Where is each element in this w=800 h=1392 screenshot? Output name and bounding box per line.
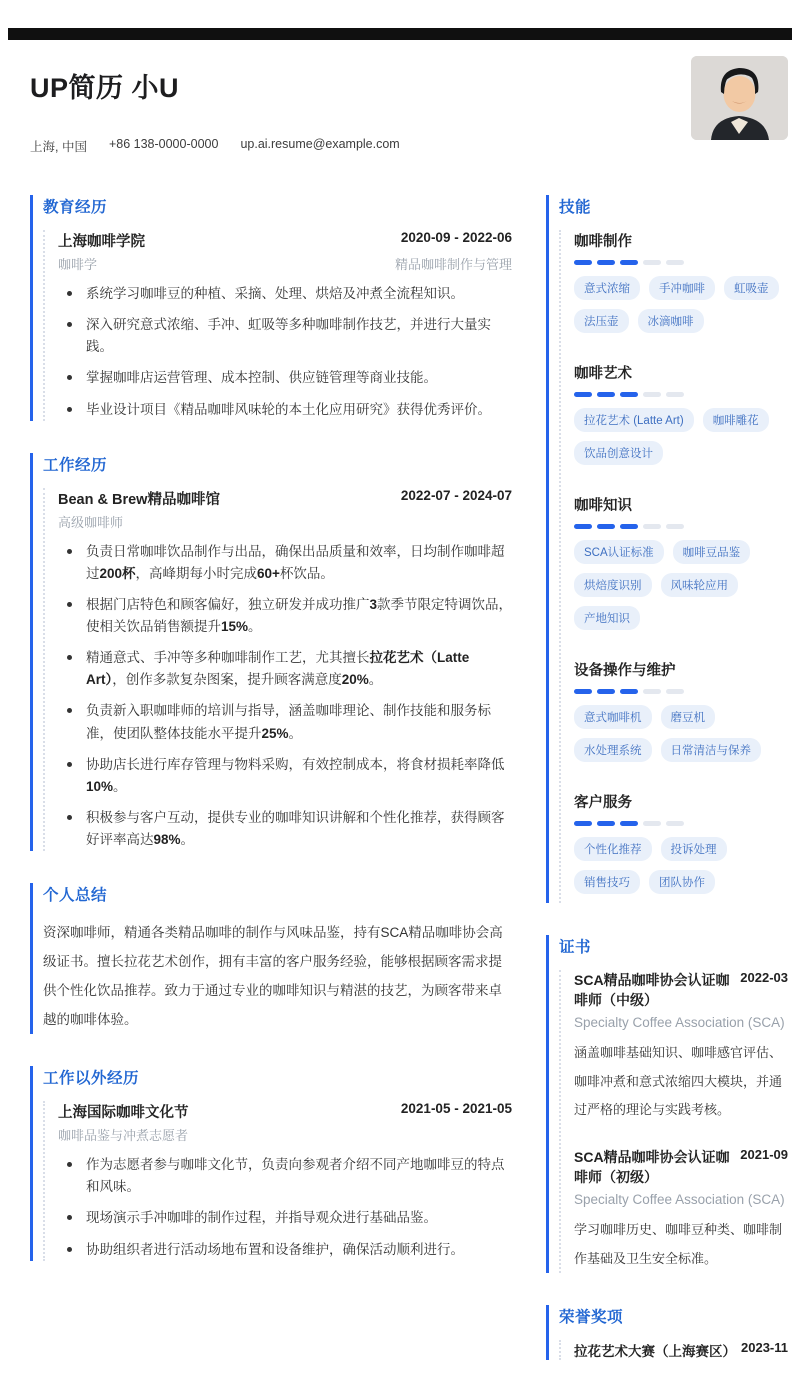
certificate-item (574, 1147, 788, 1273)
skill-tag: 意式浓缩 (574, 276, 640, 300)
summary-text: 资深咖啡师，精通各类精品咖啡的制作与风味品鉴，持有SCA精品咖啡协会高级证书。擅长拉花艺术创作，拥有丰富的客户服务经验，能够根据顾客需求提供个性化饮品推荐。致力于通过专业的咖啡知识与精湛的技艺，为顾客带来卓越的咖啡体验。 (43, 925, 503, 1028)
certificate-description: 学习咖啡历史、咖啡豆种类、咖啡制作基础及卫生安全标准。 (574, 1222, 783, 1266)
work-role: 高级咖啡师 (58, 514, 124, 530)
left-column (30, 195, 512, 1293)
rating-segment-empty (643, 392, 661, 397)
bullet-text: 精通意式、手冲等多种咖啡制作工艺，尤其擅长拉花艺术（Latte Art），创作多款复杂图案，提升顾客满意度20%。 (86, 650, 470, 688)
skill-group-name: 设备操作与维护 (574, 663, 676, 679)
section-summary (30, 883, 512, 1034)
rating-segment-filled (597, 689, 615, 694)
skill-rating (574, 524, 788, 529)
bullet-text: 协助店长进行库存管理与物料采购，有效控制成本，将食材损耗率降低10%。 (86, 756, 505, 794)
rating-segment-filled (620, 392, 638, 397)
bullet-text: 协助组织者进行活动场地布置和设备维护，确保活动顺利进行。 (86, 1241, 464, 1257)
bullet-dot (67, 762, 72, 767)
honor-item (574, 1340, 788, 1360)
bullet-dot (67, 1215, 72, 1220)
rating-segment-filled (574, 689, 592, 694)
rating-segment-filled (620, 821, 638, 826)
skill-tag: 拉花艺术 (Latte Art) (574, 408, 694, 432)
contact-email: up.ai.resume@example.com (240, 137, 400, 151)
skill-tag: 个性化推荐 (574, 837, 652, 861)
rating-segment-filled (574, 392, 592, 397)
bullet-text: 掌握咖啡店运营管理、成本控制、供应链管理等商业技能。 (86, 370, 437, 386)
certificate-description: 涵盖咖啡基础知识、咖啡感官评估、咖啡冲煮和意式浓缩四大模块，并通过严格的理论与实践考核。 (574, 1045, 783, 1118)
rating-segment-empty (666, 524, 684, 529)
certificate-org: Specialty Coffee Association (SCA) (574, 1191, 785, 1207)
section-extra-experience (30, 1066, 512, 1261)
bullet-dot (67, 815, 72, 820)
skill-tag: 团队协作 (649, 870, 715, 894)
extra-role: 咖啡品鉴与冲煮志愿者 (58, 1128, 189, 1144)
skill-group-customer-service (574, 791, 788, 903)
rating-segment-filled (597, 821, 615, 826)
work-bullets (58, 541, 512, 852)
bullet-text: 负责日常咖啡饮品制作与出品，确保出品质量和效率，日均制作咖啡超过200杯，高峰期每小时完成60+杯饮品。 (86, 543, 505, 581)
skill-tag: 日常清洁与保养 (661, 738, 762, 762)
section-honors (546, 1305, 788, 1360)
honors-list (559, 1340, 788, 1360)
bullet-dot (67, 549, 72, 554)
list-item (58, 754, 512, 798)
section-education (30, 195, 512, 421)
skill-group-equipment (574, 659, 788, 771)
rating-segment-empty (643, 524, 661, 529)
list-item (58, 594, 512, 638)
education-entry (43, 230, 512, 421)
skill-tag: 冰滴咖啡 (638, 309, 704, 333)
skill-tags (574, 705, 788, 771)
profile-photo (691, 56, 788, 140)
extra-bullets (58, 1154, 512, 1261)
bullet-text: 系统学习咖啡豆的种植、采摘、处理、烘焙及冲煮全流程知识。 (86, 286, 464, 301)
education-major: 咖啡学 (58, 257, 98, 272)
rating-segment-empty (643, 689, 661, 694)
work-entry (43, 488, 512, 852)
skill-tag: 产地知识 (574, 606, 640, 630)
skill-tag: 磨豆机 (661, 705, 716, 729)
main-columns (30, 195, 788, 1392)
section-title-honors: 荣誉奖项 (559, 1309, 624, 1327)
skill-group-name: 咖啡知识 (574, 498, 632, 514)
bullet-text: 毕业设计项目《精品咖啡风味轮的本土化应用研究》获得优秀评价。 (86, 401, 491, 417)
skill-group-coffee-art (574, 362, 788, 474)
skill-tag: 手冲咖啡 (649, 276, 715, 300)
school-name: 上海咖啡学院 (58, 234, 145, 250)
list-item (58, 399, 512, 421)
skill-tag: 水处理系统 (574, 738, 652, 762)
section-title-summary: 个人总结 (43, 887, 108, 905)
list-item (58, 647, 512, 691)
contact-row (30, 137, 788, 155)
skill-rating (574, 260, 788, 265)
skill-tags (574, 540, 788, 639)
rating-segment-filled (620, 524, 638, 529)
page-top-rule (8, 28, 792, 40)
rating-segment-empty (666, 689, 684, 694)
extra-entry (43, 1101, 512, 1261)
list-item (58, 367, 512, 389)
skill-tag: SCA认证标准 (574, 540, 664, 564)
skill-group-name: 咖啡艺术 (574, 366, 632, 382)
contact-phone: +86 138-0000-0000 (108, 137, 219, 151)
rating-segment-filled (597, 260, 615, 265)
list-item (58, 283, 512, 305)
skill-rating (574, 392, 788, 397)
bullet-dot (67, 1162, 72, 1167)
rating-segment-filled (620, 689, 638, 694)
list-item (58, 1207, 512, 1229)
honor-name: 拉花艺术大赛（上海赛区） (574, 1344, 736, 1360)
bullet-dot (67, 291, 72, 296)
honor-date: 2023-11 (741, 1340, 788, 1356)
rating-segment-filled (620, 260, 638, 265)
rating-segment-filled (574, 524, 592, 529)
skill-group-name: 咖啡制作 (574, 234, 632, 250)
skill-group-coffee-making (574, 230, 788, 342)
skill-tag: 投诉处理 (661, 837, 727, 861)
profile-photo-illustration (691, 56, 788, 140)
list-item (58, 1154, 512, 1198)
education-bullets (58, 283, 512, 421)
section-title-work: 工作经历 (43, 456, 108, 474)
rating-segment-filled (597, 524, 615, 529)
skill-tag: 销售技巧 (574, 870, 640, 894)
bullet-text: 积极参与客户互动，提供专业的咖啡知识讲解和个性化推荐，获得顾客好评率高达98%。 (86, 809, 505, 847)
education-date: 2020-09 - 2022-06 (400, 230, 512, 245)
section-title-certificates: 证书 (559, 939, 592, 956)
extra-date: 2021-05 - 2021-05 (400, 1101, 512, 1117)
skill-tags (574, 276, 788, 342)
list-item (58, 807, 512, 851)
contact-location: 上海, 中国 (30, 140, 87, 154)
bullet-dot (67, 655, 72, 660)
certificate-name: SCA精品咖啡协会认证咖啡师（初级） (574, 1148, 730, 1186)
skill-tags (574, 408, 788, 474)
page-title: UP简历 小U (30, 73, 180, 103)
right-column (546, 195, 788, 1392)
list-item (58, 1239, 512, 1261)
bullet-dot (67, 322, 72, 327)
skill-tag: 法压壶 (574, 309, 629, 333)
skill-tag: 咖啡雕花 (703, 408, 769, 432)
bullet-text: 现场演示手冲咖啡的制作过程，并指导观众进行基础品鉴。 (86, 1210, 437, 1226)
certificate-date: 2021-09 (740, 1146, 788, 1162)
section-skills (546, 195, 788, 903)
skill-tag: 风味轮应用 (661, 573, 739, 597)
bullet-dot (67, 708, 72, 713)
skill-tag: 饮品创意设计 (574, 441, 663, 465)
rating-segment-filled (597, 392, 615, 397)
rating-segment-empty (666, 821, 684, 826)
skill-rating (574, 689, 788, 694)
certificate-org: Specialty Coffee Association (SCA) (574, 1014, 785, 1030)
certificates-list (559, 970, 788, 1273)
rating-segment-empty (643, 260, 661, 265)
list-item (58, 700, 512, 744)
skills-list (559, 230, 788, 903)
certificate-item (574, 970, 788, 1125)
bullet-text: 深入研究意式浓缩、手冲、虹吸等多种咖啡制作技艺，并进行大量实践。 (86, 317, 491, 355)
rating-segment-filled (574, 260, 592, 265)
section-title-education: 教育经历 (43, 199, 108, 216)
extra-org-name: 上海国际咖啡文化节 (58, 1105, 189, 1122)
skill-group-name: 客户服务 (574, 795, 632, 811)
rating-segment-empty (666, 260, 684, 265)
skill-tag: 虹吸壶 (724, 276, 779, 300)
bullet-dot (67, 1247, 72, 1252)
company-name: Bean & Brew精品咖啡馆 (58, 491, 220, 508)
rating-segment-empty (643, 821, 661, 826)
education-degree: 精品咖啡制作与管理 (394, 257, 512, 272)
certificate-name: SCA精品咖啡协会认证咖啡师（中级） (574, 972, 730, 1009)
rating-segment-filled (574, 821, 592, 826)
bullet-text: 根据门店特色和顾客偏好，独立研发并成功推广3款季节限定特调饮品，使相关饮品销售额提升15%。 (86, 596, 513, 634)
section-title-extra: 工作以外经历 (43, 1070, 140, 1088)
skill-tags (574, 837, 788, 903)
bullet-dot (67, 602, 72, 607)
work-date: 2022-07 - 2024-07 (400, 487, 512, 503)
bullet-text: 作为志愿者参与咖啡文化节，负责向参观者介绍不同产地咖啡豆的特点和风味。 (86, 1157, 505, 1195)
rating-segment-empty (666, 392, 684, 397)
section-work (30, 453, 512, 852)
bullet-text: 负责新入职咖啡师的培训与指导，涵盖咖啡理论、制作技能和服务标准，使团队整体技能水平提升25%。 (86, 703, 491, 741)
list-item (58, 314, 512, 358)
skill-rating (574, 821, 788, 826)
skill-tag: 咖啡豆品鉴 (673, 540, 751, 564)
certificate-date: 2022-03 (740, 970, 788, 985)
list-item (58, 541, 512, 585)
bullet-dot (67, 375, 72, 380)
skill-group-coffee-knowledge (574, 494, 788, 639)
skill-tag: 意式咖啡机 (574, 705, 652, 729)
section-certificates (546, 935, 788, 1273)
bullet-dot (67, 407, 72, 412)
skill-tag: 烘焙度识别 (574, 573, 652, 597)
section-title-skills: 技能 (559, 199, 592, 216)
